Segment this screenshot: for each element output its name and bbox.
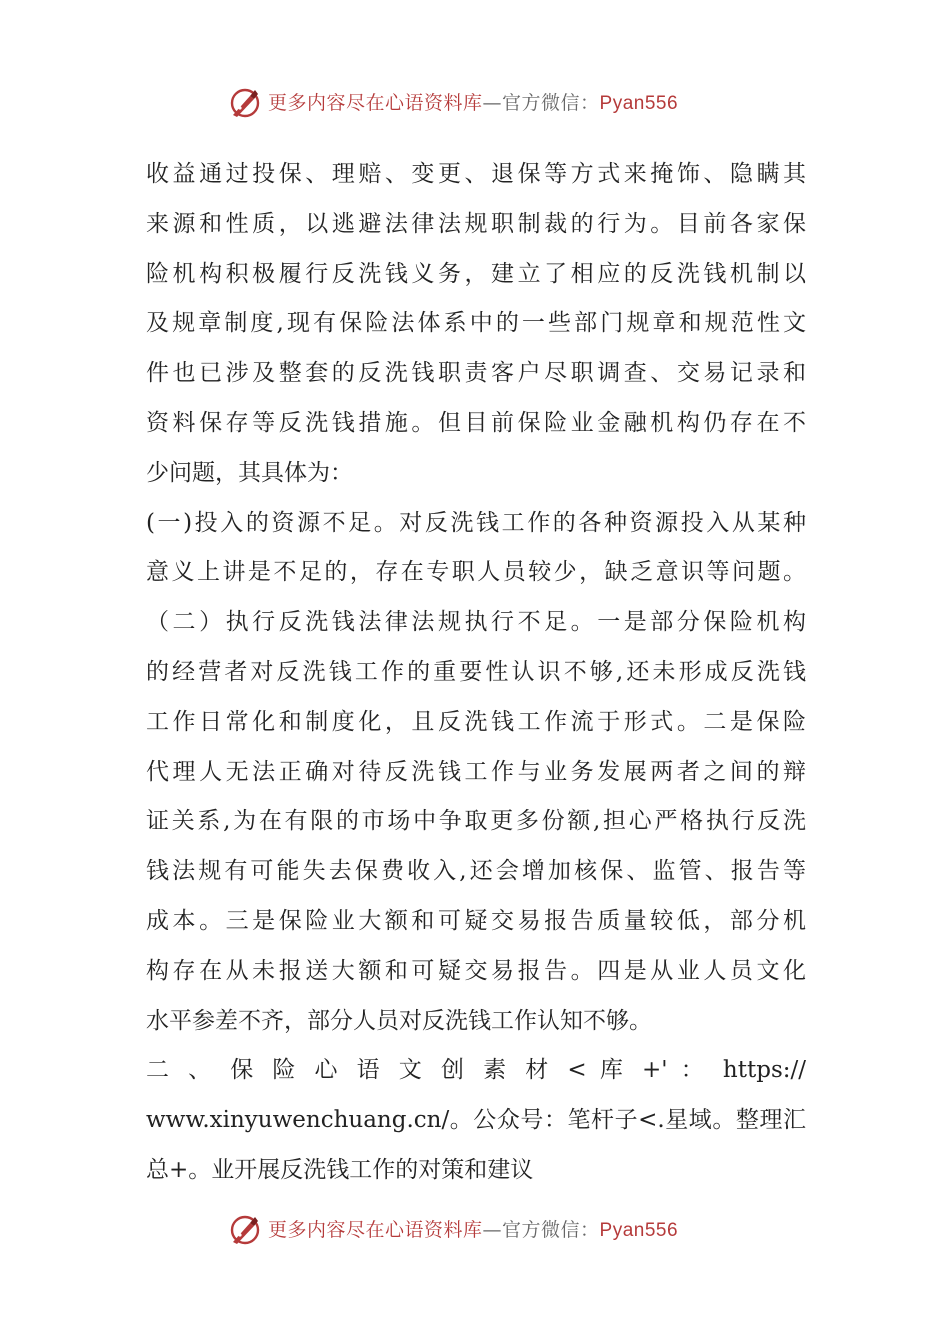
text-line: 意义上讲是不足的，存在专职人员较少，缺乏意识等问题。	[146, 559, 806, 586]
text-line: 成本。三是保险业大额和可疑交易报告质量较低，部分机	[146, 907, 806, 934]
text-line: 件也已涉及整套的反洗钱职责客户尽职调查、交易记录和	[146, 360, 806, 387]
page-footer-banner	[0, 1211, 950, 1251]
text-line: 代理人无法正确对待反洗钱工作与业务发展两者之间的辩	[146, 758, 806, 785]
text-line: 水平参差不齐，部分人员对反洗钱工作认知不够。	[146, 1007, 652, 1034]
banner-wechat-id: Pyan556	[599, 1220, 679, 1241]
text-line: 证关系,为在有限的市场中争取更多份额,担心严格执行反洗	[146, 808, 806, 835]
text-line: 构存在从未报送大额和可疑交易报告。四是从业人员文化	[146, 957, 806, 984]
text-line: 钱法规有可能失去保费收入,还会增加核保、监管、报告等	[146, 858, 806, 885]
banner-separator: —	[482, 92, 503, 114]
banner-wechat-id: Pyan556	[599, 93, 679, 114]
text-line: 少问题，其具体为：	[146, 459, 353, 486]
footer-banner-text	[268, 1217, 678, 1244]
header-banner-text	[268, 90, 678, 117]
text-line: 收益通过投保、理赔、变更、退保等方式来掩饰、隐瞒其	[146, 161, 806, 187]
text-line: （二）执行反洗钱法律法规执行不足。一是部分保险机构	[146, 609, 806, 636]
text-line: (一)投入的资源不足。对反洗钱工作的各种资源投入从某种	[146, 509, 806, 536]
text-line: 二 、 保 险 心 语 文 创 素 材 < 库 +' ： https://	[146, 1057, 806, 1084]
banner-separator: —	[482, 1219, 503, 1241]
banner-library-text: 更多内容尽在心语资料库	[268, 1219, 483, 1241]
text-line: 的经营者对反洗钱工作的重要性认识不够,还未形成反洗钱	[146, 658, 806, 685]
banner-wechat-label: 官方微信：	[502, 92, 600, 114]
page-header-banner	[0, 84, 950, 124]
pen-logo-icon	[228, 1213, 262, 1247]
text-line: 及规章制度,现有保险法体系中的一些部门规章和规范性文	[146, 310, 806, 337]
pen-logo-icon	[228, 86, 262, 120]
banner-library-text: 更多内容尽在心语资料库	[268, 92, 483, 114]
text-line: 来源和性质，以逃避法律法规职制裁的行为。目前各家保	[146, 210, 806, 237]
banner-wechat-label: 官方微信：	[502, 1219, 600, 1241]
text-line: 总+。业开展反洗钱工作的对策和建议	[146, 1156, 534, 1183]
text-line: 工作日常化和制度化，且反洗钱工作流于形式。二是保险	[146, 708, 806, 735]
text-line: 资料保存等反洗钱措施。但目前保险业金融机构仍存在不	[146, 409, 806, 436]
text-line: 险机构积极履行反洗钱义务，建立了相应的反洗钱机制以	[146, 260, 806, 287]
text-line: www.xinyuwenchuang.cn/。公众号：笔杆子<.星域。整理汇	[146, 1107, 806, 1134]
document-body	[146, 150, 806, 1196]
